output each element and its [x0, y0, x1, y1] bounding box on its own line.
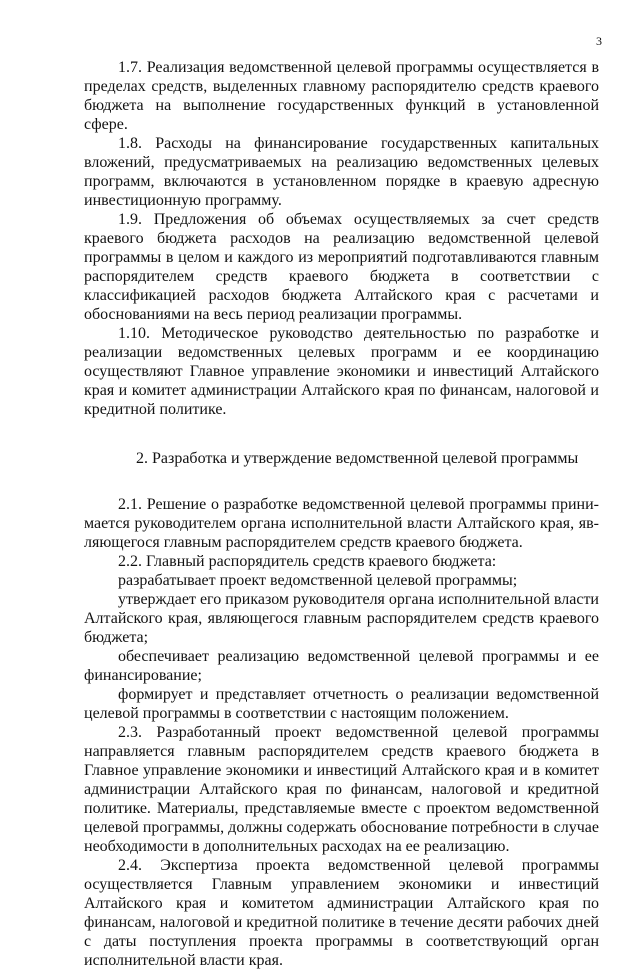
section-heading-2: 2. Разработка и утверждение ведомственной целевой программы — [136, 450, 579, 467]
page-number: 3 — [596, 34, 602, 48]
paragraph-2-2: 2.2. Главный распорядитель средств краевого бюджета: — [118, 553, 497, 570]
paragraph-1-10: 1.10. Методическое руководство деятельностью по разработке и реализации ведомственных целевых программ и ее координацию осуществляют Главное управление экономики и инвестиций Алтайского края и комитет администрации Алтайского края по финансам, налоговой и кредитной политике. — [84, 325, 599, 418]
paragraph-2-3: 2.3. Разработанный проект ведомственной целевой программы направляется главным распорядителем средств краевого бюджета в Главное управление экономики и инвестиций Алтайского края и в комитет администрации Алтайского края по финансам, налоговой и кредитной политике. Материалы, представляемые вместе с проектом ведомственной целевой программы, должны содержать обоснование потребности в случае необходимости в дополнительных расходах на ее реализацию. — [84, 724, 599, 855]
paragraph-2-2-item-4: формирует и представляет отчетность о реализации ведомственной целевой программы в соответствии с настоящим положением. — [84, 686, 599, 722]
paragraph-2-1: 2.1. Решение о разработке ведомственной целевой программы принимается руководителем органа исполнительной власти Алтайского края, являющегося главным распорядителем средств краевого бюджета. — [84, 496, 599, 551]
paragraph-1-9: 1.9. Предложения об объемах осуществляемых за счет средств краевого бюджета расходов на реализацию ведомственной целевой программы в целом и каждого из мероприятий подготавливаются главным распорядителем средств краевого бюджета в соответствии с классификацией расходов бюджета Алтайского края с расчетами и обоснованиями на весь период реализации программы. — [84, 211, 599, 323]
paragraph-1-7: 1.7. Реализация ведомственной целевой программы осуществляется в пределах средств, выделенных главному распорядителю средств краевого бюджета на выполнение государственных функций в установленной сфере. — [84, 59, 599, 133]
document-body — [84, 58, 599, 970]
paragraph-2-2-item-3: обеспечивает реализацию ведомственной целевой программы и ее финансирование; — [84, 648, 599, 684]
paragraph-2-4: 2.4. Экспертиза проекта ведомственной целевой программы осуществляется Главным управлением экономики и инвестиций Алтайского края и комитетом администрации Алтайского края по финансам, налоговой и кредитной политике в течение десяти рабочих дней с даты поступления проекта программы в соответствующий орган исполнительной власти края. — [84, 857, 599, 969]
paragraph-2-2-item-1: разрабатывает проект ведомственной целевой программы; — [118, 572, 518, 589]
paragraph-1-8: 1.8. Расходы на финансирование государственных капитальных вложений, предусматриваемых на реализацию ведомственных целевых программ, включаются в установленном порядке в краевую адресную инвестиционную программу. — [84, 135, 599, 209]
paragraph-2-2-item-2: утверждает его приказом руководителя органа исполнительной власти Алтайского края, являющегося главным распорядителем средств краевого бюджета; — [84, 591, 599, 646]
